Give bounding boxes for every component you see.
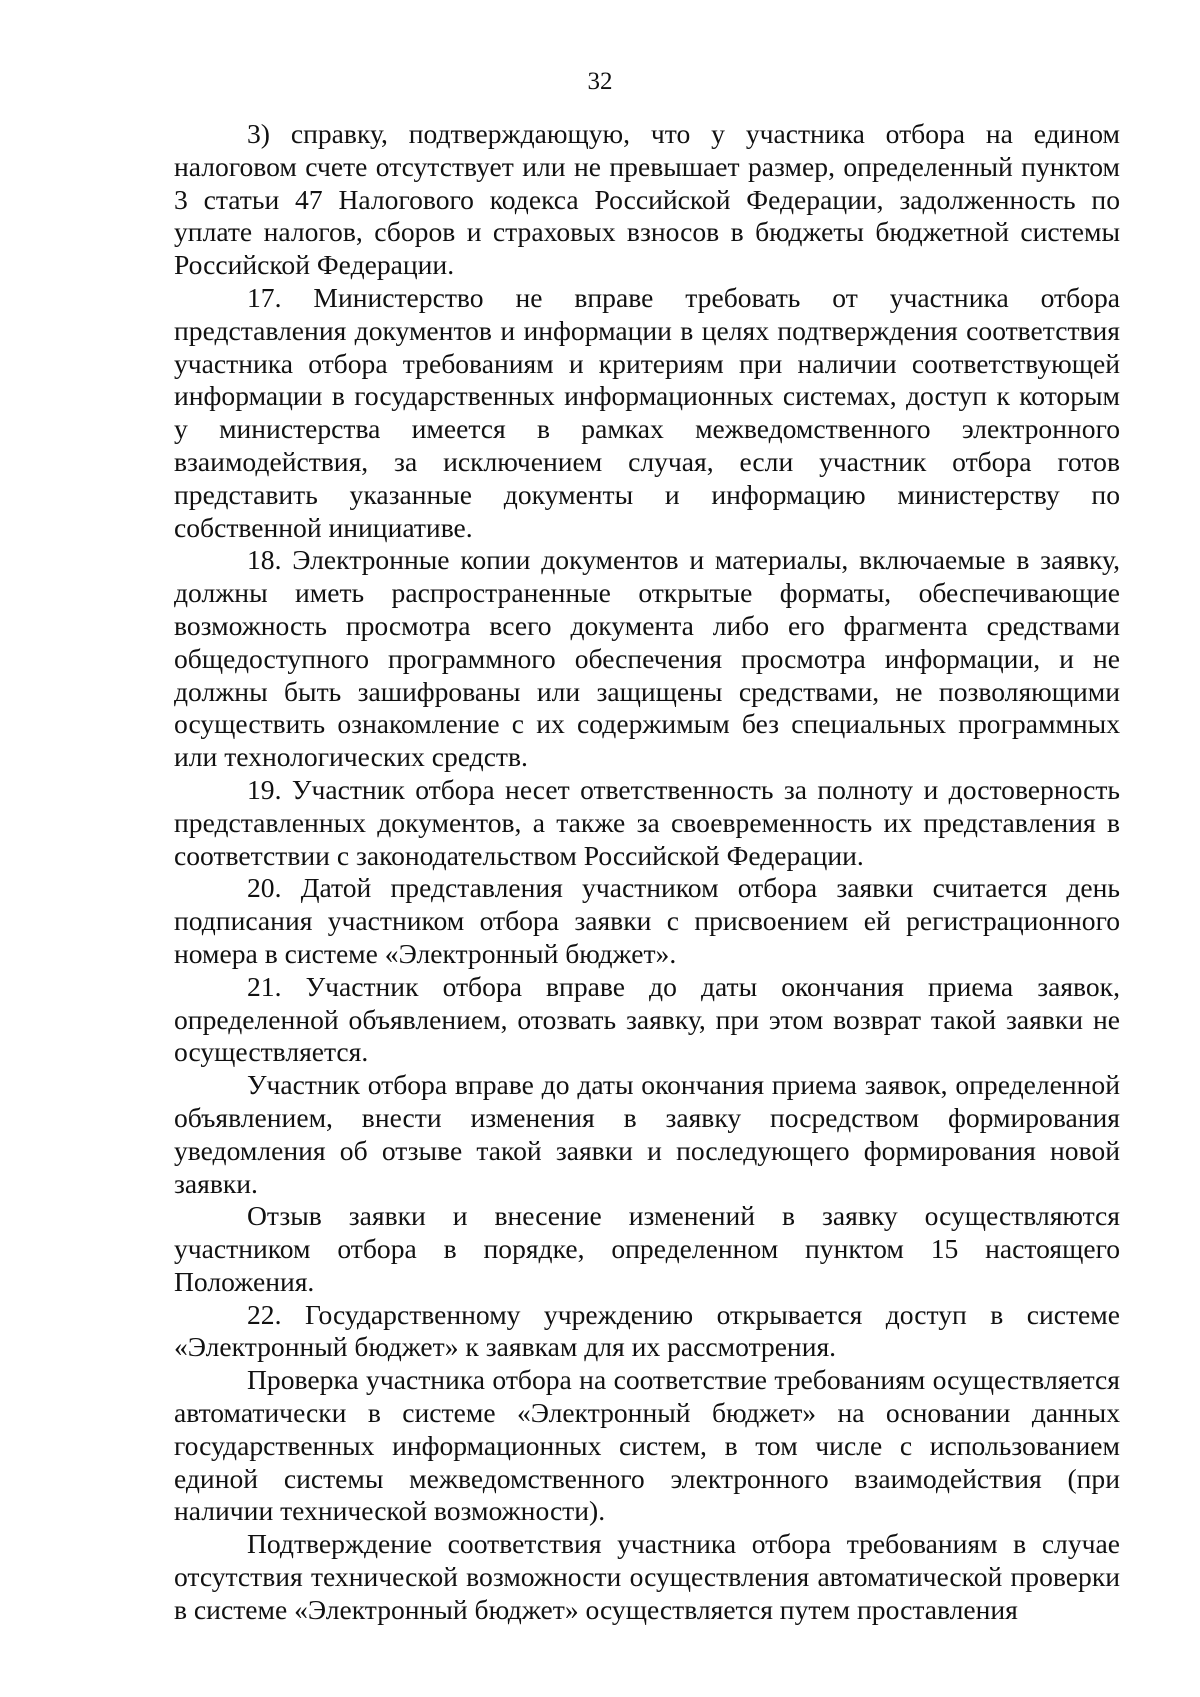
- paragraph-19: 19. Участник отбора несет ответственность за полноту и достоверность представленных документов, а также за своевременность их представления в соответствии с законодательством Российской Федерации.: [174, 773, 1120, 871]
- paragraph-21: 21. Участник отбора вправе до даты окончания приема заявок, определенной объявлением, отозвать заявку, при этом возврат такой заявки не осуществляется.: [174, 970, 1120, 1068]
- paragraph-21-withdrawal-order: Отзыв заявки и внесение изменений в заявку осуществляются участником отбора в порядке, определенном пунктом 15 настоящего Положения.: [174, 1200, 1120, 1297]
- paragraph-21-amendment: Участник отбора вправе до даты окончания приема заявок, определенной объявлением, внести изменения в заявку посредством формирования уведомления об отзыве такой заявки и последующего формирования новой заявки.: [174, 1069, 1120, 1199]
- paragraph-22-confirmation: Подтверждение соответствия участника отбора требованиям в случае отсутствия технической возможности осуществления автоматической проверки в системе «Электронный бюджет» осуществляется путем проставления: [174, 1528, 1120, 1625]
- paragraph-22-automatic-check: Проверка участника отбора на соответствие требованиям осуществляется автоматически в системе «Электронный бюджет» на основании данных государственных информационных систем, в том числе с использованием единой системы межведомственного электронного взаимодействия (при наличии технической возможности).: [174, 1364, 1120, 1527]
- paragraph-item-3-tax-certificate: 3) справку, подтверждающую, что у участника отбора на едином налоговом счете отсутствует или не превышает размер, определенный пунктом 3 статьи 47 Налогового кодекса Российской Федерации, задолженность по уплате налогов, сборов и страховых взносов в бюджеты бюджетной системы Российской Федерации.: [174, 118, 1120, 281]
- document-body: [174, 118, 1120, 1627]
- paragraph-18: 18. Электронные копии документов и материалы, включаемые в заявку, должны иметь распространенные открытые форматы, обеспечивающие возможность просмотра всего документа либо его фрагмента средствами общедоступного программного обеспечения просмотра информации, и не должны быть зашифрованы или защищены средствами, не позволяющими осуществить ознакомление с их содержимым без специальных программных или технологических средств.: [174, 544, 1120, 773]
- paragraph-20: 20. Датой представления участником отбора заявки считается день подписания участником отбора заявки с присвоением ей регистрационного номера в системе «Электронный бюджет».: [174, 872, 1120, 969]
- page-number: 32: [587, 68, 613, 95]
- paragraph-17: 17. Министерство не вправе требовать от участника отбора представления документов и информации в целях подтверждения соответствия участника отбора требованиям и критериям при наличии соответствующей информации в государственных информационных системах, доступ к которым у министерства имеется в рамках межведомственного электронного взаимодействия, за исключением случая, если участник отбора готов представить указанные документы и информацию министерству по собственной инициативе.: [174, 281, 1120, 543]
- paragraph-22: 22. Государственному учреждению открывается доступ в системе «Электронный бюджет» к заявкам для их рассмотрения.: [174, 1298, 1120, 1363]
